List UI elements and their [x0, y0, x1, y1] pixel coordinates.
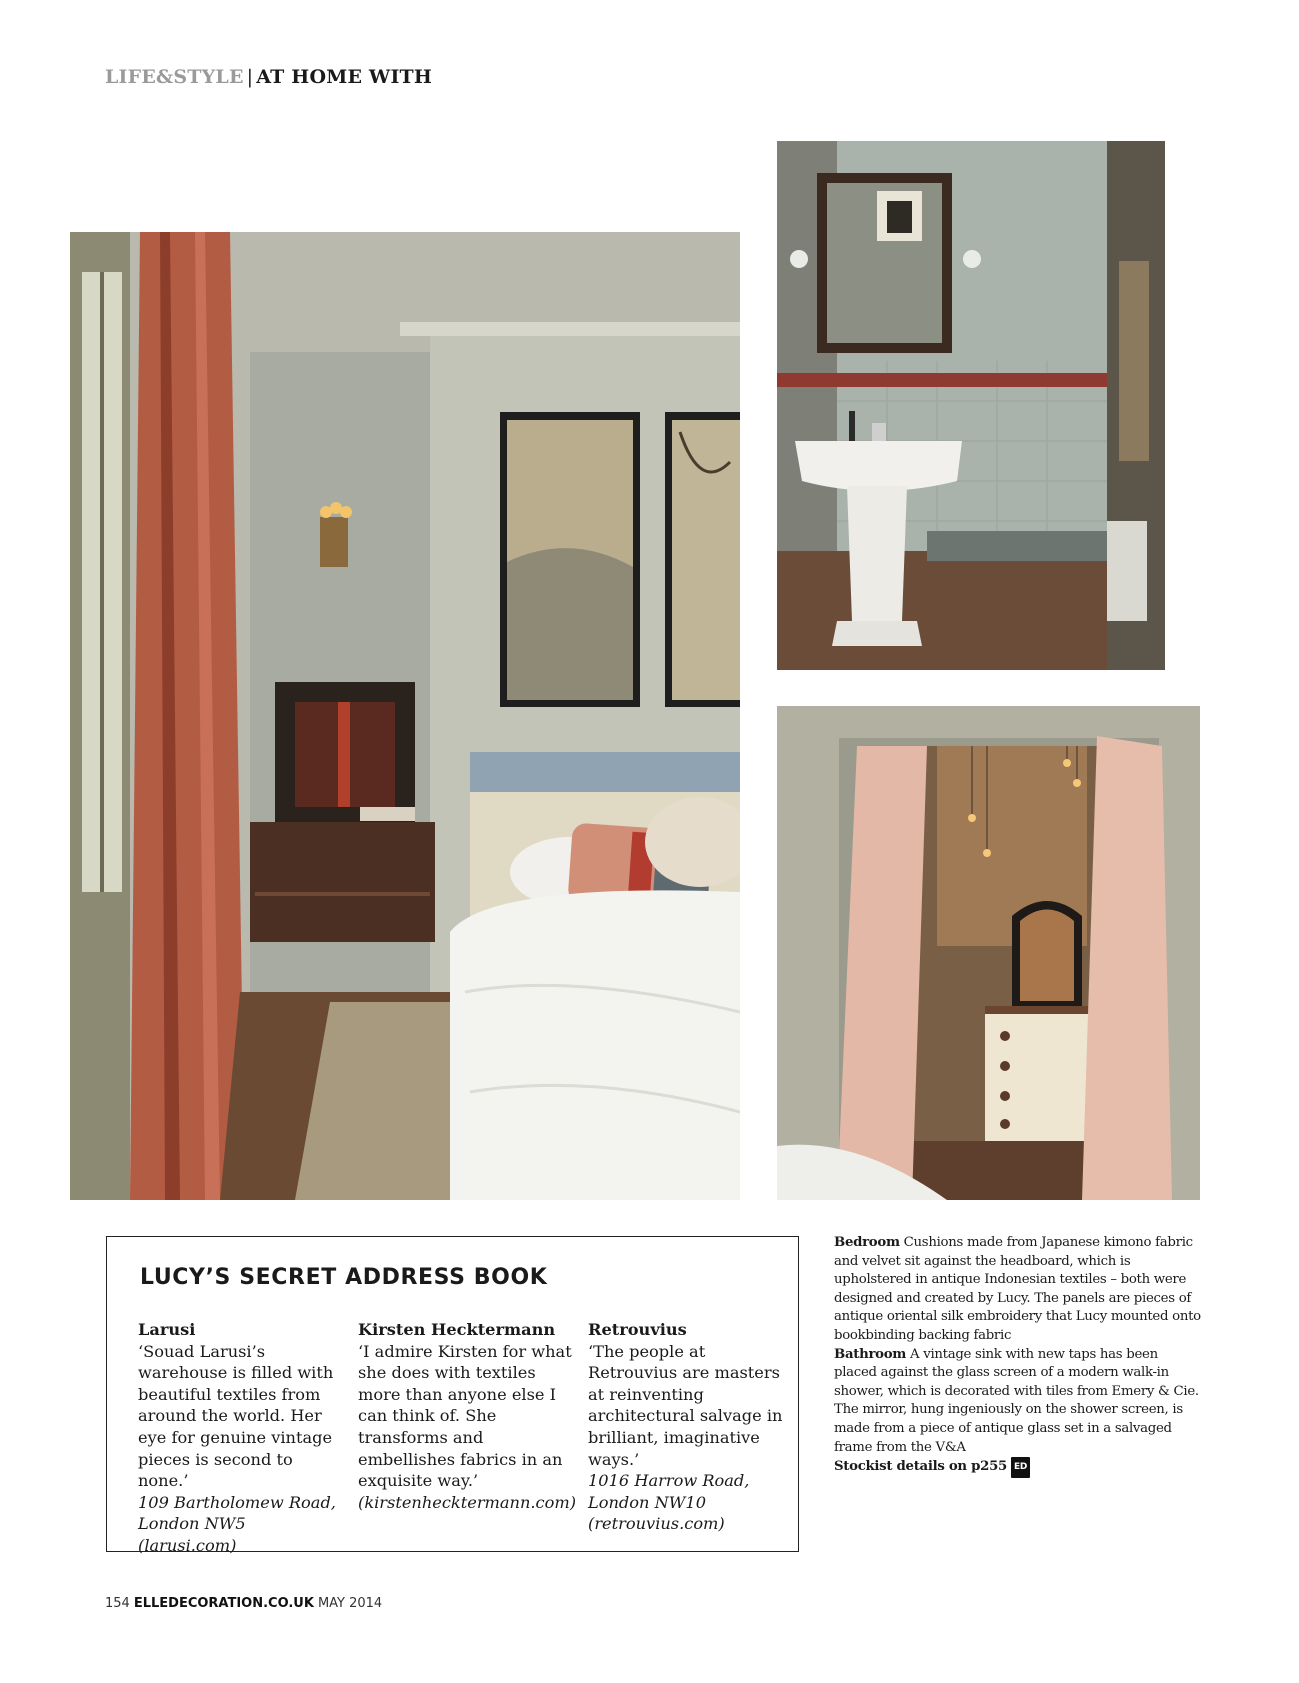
- footer-site: ELLEDECORATION.CO.UK: [133, 1596, 314, 1611]
- bedroom-illustration: [70, 232, 740, 1200]
- entry-quote: ‘The people at Retrouvius are masters at reinventing architectural salvage in brilliant, imaginative ways.’: [588, 1341, 783, 1469]
- bathroom-illustration: [777, 141, 1165, 670]
- stockist-details: Stockist details on p255: [834, 1459, 1007, 1475]
- entry-name: Kirsten Hecktermann: [358, 1320, 556, 1339]
- dressing-area-illustration: [777, 706, 1200, 1200]
- bathroom-caption-label: Bathroom: [834, 1346, 907, 1362]
- entry-address: 1016 Harrow Road, London NW10 (retrouvius.com): [588, 1471, 750, 1534]
- entry-address: 109 Bartholomew Road, London NW5 (larusi.com): [138, 1492, 336, 1555]
- header-separator: |: [246, 66, 254, 88]
- address-entry-larusi: [138, 1319, 346, 1557]
- section-label: LIFE&STYLE: [105, 66, 244, 88]
- ed-logo-icon: ED: [1011, 1457, 1030, 1478]
- bathroom-caption: [834, 1346, 1204, 1458]
- entry-quote: ‘Souad Larusi’s warehouse is filled with beautiful textiles from around the world. Her eye for genuine vintage pieces is second to none.’: [138, 1341, 334, 1491]
- bathroom-photo: [777, 141, 1165, 670]
- entry-quote: ‘I admire Kirsten for what she does with textiles more than anyone else I can think of. She transforms and embellishes fabrics in an exquisite way.’: [358, 1341, 572, 1491]
- bathroom-caption-text: A vintage sink with new taps has been placed against the glass screen of a modern walk-in shower, which is decorated with tiles from Emery & Cie. The mirror, hung ingeniously on the shower screen, is made from a piece of antique glass set in a salvaged frame from the V&A: [834, 1346, 1199, 1455]
- bedroom-caption: [834, 1234, 1204, 1346]
- entry-name: Retrouvius: [588, 1320, 687, 1339]
- address-book-box: [106, 1236, 799, 1555]
- entry-name: Larusi: [138, 1320, 196, 1339]
- photo-captions: [834, 1234, 1204, 1478]
- address-entry-retrouvius: [588, 1319, 794, 1535]
- address-book-title: LUCY’S SECRET ADDRESS BOOK: [140, 1265, 548, 1290]
- page-number: 154: [105, 1596, 130, 1611]
- subsection-label: AT HOME WITH: [256, 66, 433, 88]
- stockist-line: [834, 1457, 1204, 1478]
- dressing-area-photo: [777, 706, 1200, 1200]
- running-header: [105, 66, 432, 88]
- address-entry-kirsten-hecktermann: [358, 1319, 578, 1513]
- entry-address: (kirstenhecktermann.com): [358, 1492, 577, 1512]
- bedroom-caption-label: Bedroom: [834, 1235, 900, 1250]
- page-footer: [105, 1596, 382, 1611]
- bedroom-caption-text: Cushions made from Japanese kimono fabric and velvet sit against the headboard, which is upholstered in antique Indonesian textiles – both were designed and created by Lucy. The panels are pieces of antique oriental silk embroidery that Lucy mounted onto bookbinding backing fabric: [834, 1235, 1201, 1343]
- bedroom-photo: [70, 232, 740, 1200]
- footer-date: MAY 2014: [317, 1596, 383, 1611]
